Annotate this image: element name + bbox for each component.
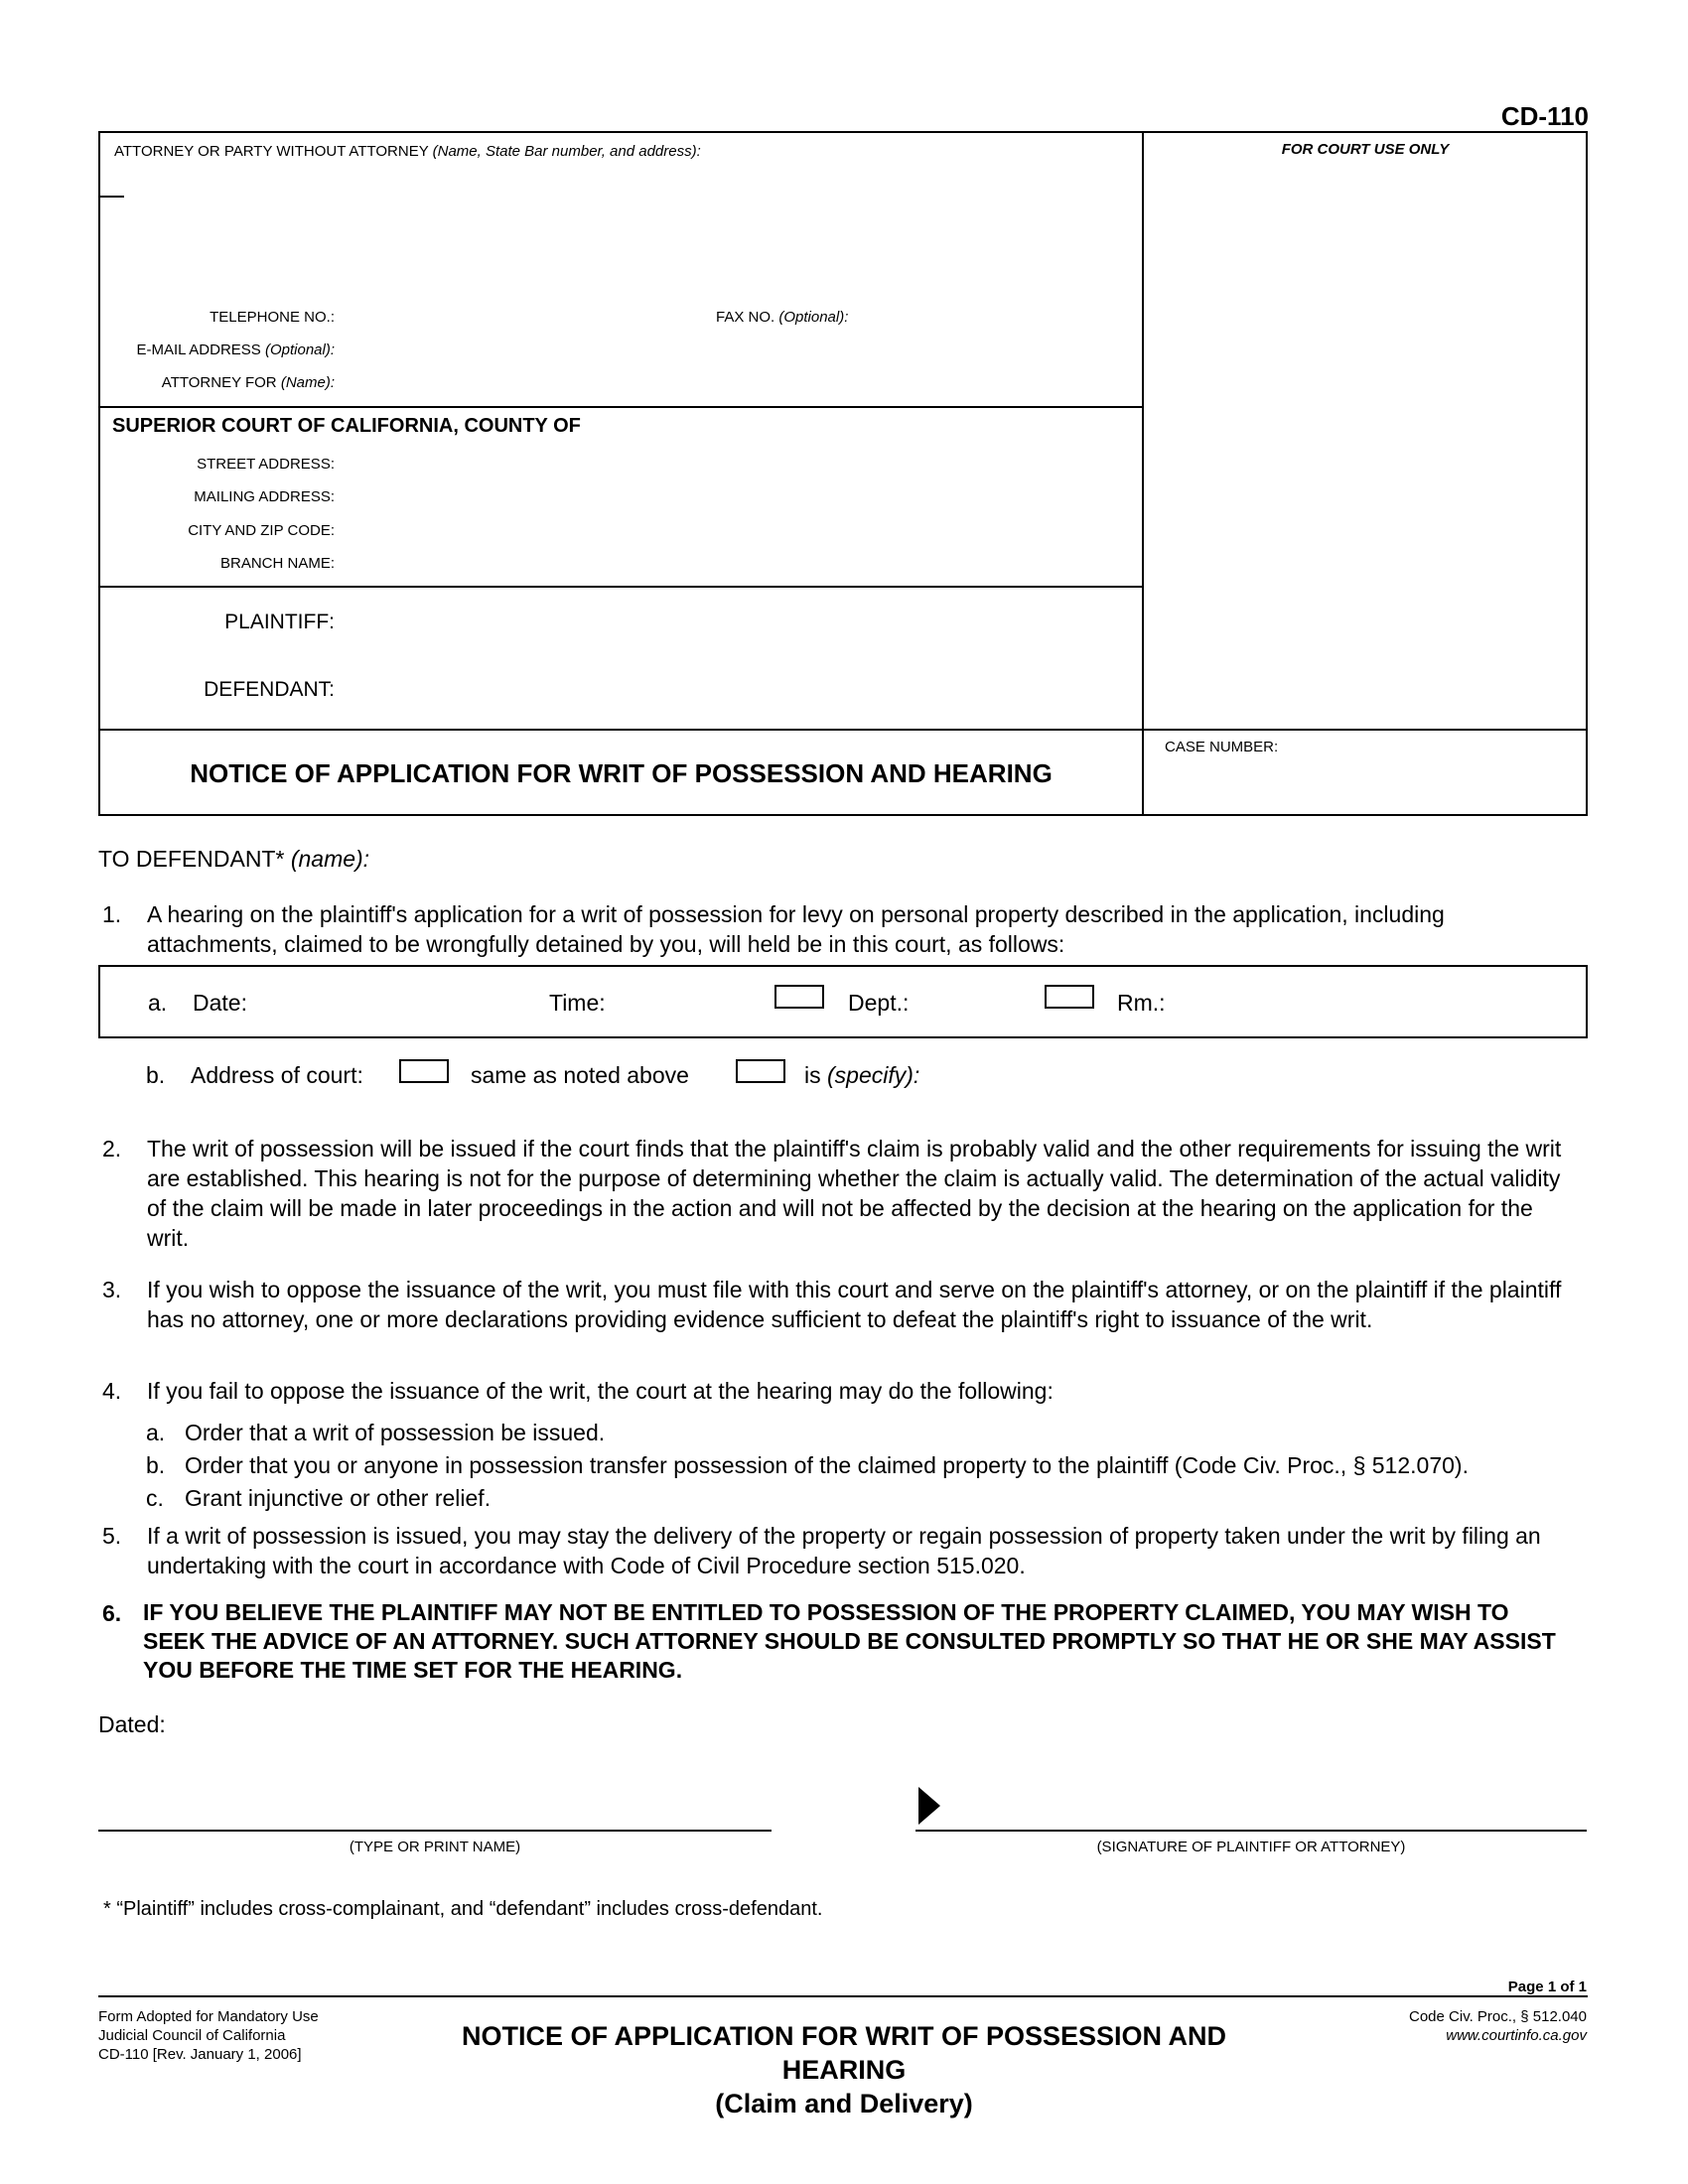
- header-divider: [1142, 133, 1144, 814]
- form-id: CD-110: [1500, 101, 1589, 131]
- adoption-info: Form Adopted for Mandatory Use Judicial Council of California CD-110 [Rev. January 1, 2006]: [98, 2008, 319, 2063]
- signature-arrow-icon: [918, 1787, 940, 1825]
- street-label: STREET ADDRESS:: [197, 456, 335, 473]
- item-6-number: 6.: [102, 1600, 122, 1626]
- attorney-field-tick: [100, 196, 124, 198]
- title-row: [98, 729, 1588, 816]
- code-reference: Code Civ. Proc., § 512.040 www.courtinfo.ca.gov: [1409, 2008, 1587, 2044]
- signature-caption: (SIGNATURE OF PLAINTIFF OR ATTORNEY): [1096, 1839, 1406, 1855]
- item-2-text: The writ of possession will be issued if the court finds that the plaintiff's claim is probably valid and the other requirements for issuing the writ are established. This hearing is not for the purpose of determining whether the claim is actually valid. The determination of the actual validity of the claim will be made in later proceedings in the action and will not be affected by the decision at the hearing on the application for the writ.: [147, 1136, 1562, 1251]
- item-3-number: 3.: [102, 1277, 122, 1302]
- item-1-number: 1.: [102, 901, 122, 927]
- print-name-line[interactable]: [98, 1830, 772, 1832]
- footer-rule: [98, 1995, 1588, 1997]
- header-rule-2: [100, 586, 1142, 588]
- case-number-label: CASE NUMBER:: [1165, 739, 1279, 755]
- dept-box[interactable]: [774, 985, 824, 1009]
- dated-label: Dated:: [98, 1711, 166, 1737]
- item-4b-letter: b.: [146, 1452, 166, 1478]
- to-defendant: TO DEFENDANT* (name):: [98, 846, 370, 872]
- item-4a-letter: a.: [146, 1420, 166, 1445]
- mailing-label: MAILING ADDRESS:: [194, 488, 335, 505]
- item-4c-letter: c.: [146, 1485, 164, 1511]
- item-5-number: 5.: [102, 1523, 122, 1549]
- item-1a-letter: a.: [148, 990, 168, 1016]
- branch-label: BRANCH NAME:: [219, 555, 335, 572]
- specify-checkbox[interactable]: [736, 1059, 785, 1083]
- footnote: * “Plaintiff” includes cross-complainant, and “defendant” includes cross-defendant.: [103, 1898, 823, 1920]
- telephone-label: TELEPHONE NO.:: [210, 309, 335, 326]
- item-4-text: If you fail to oppose the issuance of the writ, the court at the hearing may do the following:: [147, 1378, 1054, 1404]
- city-zip-label: CITY AND ZIP CODE:: [188, 522, 335, 539]
- date-label: Date:: [193, 990, 247, 1016]
- attorney-label: ATTORNEY OR PARTY WITHOUT ATTORNEY (Name, State Bar number, and address):: [114, 143, 701, 160]
- item-6-text: IF YOU BELIEVE THE PLAINTIFF MAY NOT BE ENTITLED TO POSSESSION OF THE PROPERTY CLAIMED, YOU MAY WISH TO SEEK THE ADVICE OF AN ATTORNEY. SUCH ATTORNEY SHOULD BE CONSULTED PROMPTLY SO THAT HE OR SHE MAY ASSIST YOU BEFORE THE TIME SET FOR THE HEARING.: [143, 1599, 1556, 1683]
- attorney-for-label: ATTORNEY FOR (Name):: [161, 374, 335, 391]
- court-use-label: FOR COURT USE ONLY: [1281, 141, 1450, 158]
- plaintiff-label: PLAINTIFF:: [224, 611, 335, 633]
- item-1b-letter: b.: [146, 1062, 166, 1088]
- item-2-number: 2.: [102, 1136, 122, 1161]
- signature-line[interactable]: [915, 1830, 1587, 1832]
- item-1-text: A hearing on the plaintiff's application for a writ of possession for levy on personal property described in the application, including attachments, claimed to be wrongfully detained by you, will held be in this court, as follows:: [147, 901, 1445, 957]
- email-label: E-MAIL ADDRESS (Optional):: [136, 341, 335, 358]
- specify-label: is (specify):: [804, 1062, 920, 1088]
- caption-header: [98, 131, 1588, 816]
- item-5-text: If a writ of possession is issued, you may stay the delivery of the property or regain possession of property taken under the writ by filing an undertaking with the court in accordance with Code of Civil Procedure section 515.020.: [147, 1523, 1541, 1578]
- time-label: Time:: [549, 990, 606, 1016]
- address-of-court-label: Address of court:: [191, 1062, 363, 1088]
- hearing-info-box: [98, 965, 1588, 1038]
- header-rule-1: [100, 406, 1142, 408]
- rm-box[interactable]: [1045, 985, 1094, 1009]
- dept-label: Dept.:: [848, 990, 910, 1016]
- fax-label: FAX NO. (Optional):: [716, 309, 849, 326]
- item-4-number: 4.: [102, 1378, 122, 1404]
- page-number: Page 1 of 1: [1507, 1979, 1587, 1995]
- court-name-label: SUPERIOR COURT OF CALIFORNIA, COUNTY OF: [112, 415, 581, 437]
- item-4c-text: Grant injunctive or other relief.: [185, 1485, 492, 1511]
- website-link[interactable]: www.courtinfo.ca.gov: [1446, 2027, 1587, 2044]
- print-name-caption: (TYPE OR PRINT NAME): [349, 1839, 521, 1855]
- footer-title: NOTICE OF APPLICATION FOR WRIT OF POSSESSION AND HEARING (Claim and Delivery): [461, 2021, 1226, 2118]
- same-as-above-label: same as noted above: [471, 1062, 689, 1088]
- item-4b-text: Order that you or anyone in possession transfer possession of the claimed property to the plaintiff (Code Civ. Proc., § 512.070).: [185, 1452, 1469, 1478]
- item-3-text: If you wish to oppose the issuance of the writ, you must file with this court and serve on the plaintiff's attorney, or on the plaintiff if the plaintiff has no attorney, one or more declarations providing evidence sufficient to defeat the plaintiff's right to issuance of the writ.: [147, 1277, 1562, 1332]
- defendant-label: DEFENDANT:: [204, 678, 335, 701]
- same-as-above-checkbox[interactable]: [399, 1059, 449, 1083]
- title-divider: [1142, 731, 1144, 814]
- form-title: NOTICE OF APPLICATION FOR WRIT OF POSSESSION AND HEARING: [190, 758, 1053, 788]
- item-4a-text: Order that a writ of possession be issued.: [185, 1420, 606, 1445]
- rm-label: Rm.:: [1117, 990, 1166, 1016]
